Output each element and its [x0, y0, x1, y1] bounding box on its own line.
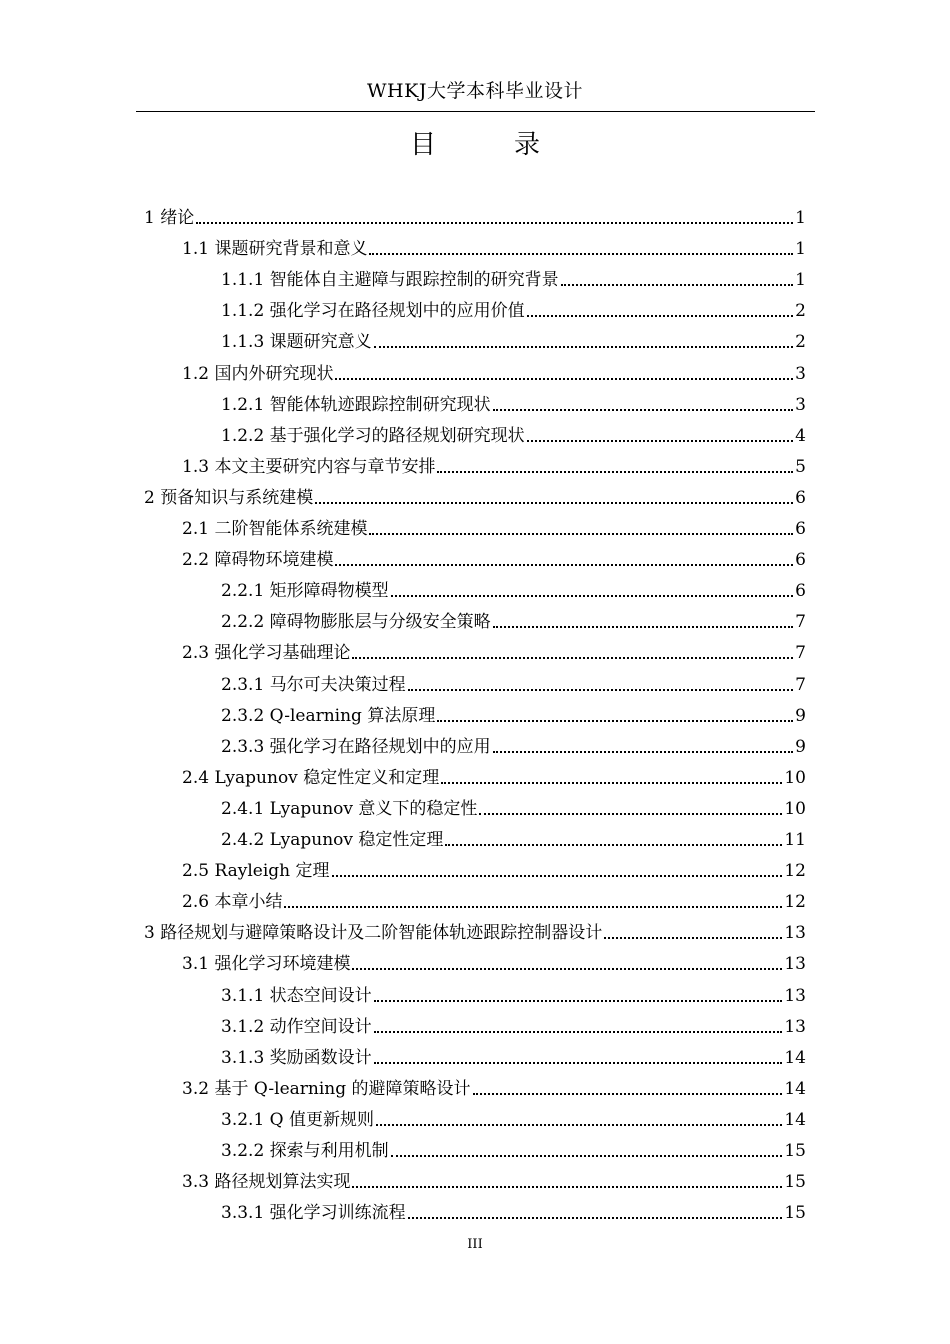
toc-entry-title: 3.2 基于 Q-learning 的避障策略设计 — [182, 1078, 471, 1099]
toc-entry-title: 2.3 强化学习基础理论 — [182, 643, 351, 664]
toc-entry-title: 1.1 课题研究背景和意义 — [182, 239, 368, 260]
dot-leader — [335, 378, 793, 380]
toc-entry-page: 2 — [795, 301, 806, 322]
toc-entry-page: 15 — [784, 1203, 806, 1224]
toc-entry-title: 2.5 Rayleigh 定理 — [182, 861, 330, 882]
toc-entry-page: 1 — [795, 270, 806, 291]
dot-leader — [493, 409, 794, 411]
dot-leader — [473, 1093, 783, 1095]
toc-entry-title: 3.2.2 探索与利用机制 — [221, 1141, 389, 1161]
toc-entry[interactable] — [221, 694, 806, 725]
dot-leader — [369, 253, 793, 255]
dot-leader — [441, 782, 782, 784]
dot-leader — [408, 1217, 783, 1219]
toc-entry[interactable] — [182, 352, 806, 383]
toc-title: 目 录 — [409, 130, 566, 160]
toc-entry-title: 2.3.3 强化学习在路径规划中的应用 — [221, 736, 491, 757]
dot-leader — [196, 222, 793, 224]
page-number: III — [467, 1237, 483, 1252]
toc-entry-page: 10 — [784, 767, 806, 788]
toc-entry-page: 4 — [795, 425, 806, 446]
toc-entry-title: 1 绪论 — [144, 208, 195, 228]
toc-entry-title: 1.1.3 课题研究意义 — [221, 332, 372, 353]
toc-entry[interactable] — [182, 1067, 806, 1098]
toc-entry[interactable] — [221, 1129, 806, 1160]
running-header: WHKJ大学本科毕业设计 — [367, 80, 583, 102]
toc-entry-title: 1.2.2 基于强化学习的路径规划研究现状 — [221, 425, 525, 446]
toc-entry-title: 2.6 本章小结 — [182, 892, 283, 913]
dot-leader — [374, 1031, 783, 1033]
dot-leader — [352, 1186, 782, 1188]
dot-leader — [391, 595, 794, 597]
toc-entry-title: 3.1.2 动作空间设计 — [221, 1016, 372, 1037]
toc-entry-title: 3.1.1 状态空间设计 — [221, 985, 372, 1006]
toc-entry-page: 3 — [795, 394, 806, 415]
toc-entry-page: 7 — [795, 612, 806, 633]
dot-leader — [527, 440, 794, 442]
toc-entry[interactable] — [144, 911, 806, 942]
toc-entry[interactable] — [221, 725, 806, 756]
dot-leader — [284, 906, 782, 908]
toc-entry[interactable] — [221, 569, 806, 600]
toc-entry-page: 13 — [784, 1016, 806, 1037]
toc-entry-page: 15 — [784, 1141, 806, 1161]
toc-entry[interactable] — [144, 196, 806, 227]
toc-entry-title: 1.3 本文主要研究内容与章节安排 — [182, 456, 436, 477]
toc-entry[interactable] — [221, 663, 806, 694]
dot-leader — [352, 968, 782, 970]
dot-leader — [352, 657, 793, 659]
toc-entry-page: 12 — [784, 892, 806, 913]
toc-entry-page: 7 — [795, 643, 806, 664]
dot-leader — [376, 1124, 782, 1126]
toc-entry-page: 1 — [795, 239, 806, 260]
toc-entry-title: 3.2.1 Q 值更新规则 — [221, 1109, 374, 1130]
toc-entry[interactable] — [144, 476, 806, 507]
toc-entry-title: 1.2.1 智能体轨迹跟踪控制研究现状 — [221, 394, 491, 415]
toc-entry[interactable] — [182, 1160, 806, 1191]
toc-entry-page: 5 — [795, 456, 806, 477]
toc-entry[interactable] — [221, 383, 806, 414]
toc-entry-title: 1.1.2 强化学习在路径规划中的应用价值 — [221, 301, 525, 322]
dot-leader — [604, 937, 782, 939]
toc-entry-page: 13 — [784, 923, 806, 944]
toc-entry-page: 7 — [795, 674, 806, 695]
toc-entry-title: 2.2.2 障碍物膨胀层与分级安全策略 — [221, 612, 491, 633]
toc-entry[interactable] — [221, 818, 806, 849]
toc-entry-title: 3.1.3 奖励函数设计 — [221, 1047, 372, 1068]
toc-entry-page: 6 — [795, 519, 806, 539]
toc-entry-page: 13 — [784, 985, 806, 1006]
toc-entry[interactable] — [182, 538, 806, 569]
toc-entry[interactable] — [182, 507, 806, 538]
dot-leader — [437, 471, 793, 473]
toc-entry-page: 13 — [784, 954, 806, 975]
toc-entry-title: 2.1 二阶智能体系统建模 — [182, 519, 368, 539]
toc-entry[interactable] — [221, 414, 806, 445]
toc-entry-page: 14 — [784, 1078, 806, 1099]
toc-entry-page: 10 — [784, 798, 806, 819]
dot-leader — [369, 533, 793, 535]
toc-entry[interactable] — [221, 1036, 806, 1067]
toc-entry-page: 6 — [795, 550, 806, 571]
toc-entry-page: 12 — [784, 861, 806, 882]
toc-entry[interactable] — [221, 787, 806, 818]
dot-leader — [374, 346, 794, 348]
toc-entry-title: 3.3 路径规划算法实现 — [182, 1172, 351, 1193]
dot-leader — [437, 720, 793, 722]
toc-entry-page: 6 — [795, 581, 806, 602]
dot-leader — [493, 626, 794, 628]
toc-entry[interactable] — [182, 227, 806, 258]
toc-entry[interactable] — [221, 600, 806, 631]
dot-leader — [335, 564, 793, 566]
toc-entry[interactable] — [221, 974, 806, 1005]
toc-entry[interactable] — [221, 289, 806, 320]
toc-entry-page: 3 — [795, 363, 806, 384]
dot-leader — [332, 875, 783, 877]
toc-entry-title: 1.2 国内外研究现状 — [182, 363, 334, 384]
dot-leader — [391, 1155, 783, 1157]
toc-entry[interactable] — [182, 880, 806, 911]
dot-leader — [445, 844, 782, 846]
toc-entry[interactable] — [221, 1005, 806, 1036]
toc-entry-title: 2.2 障碍物环境建模 — [182, 550, 334, 571]
toc-entry-page: 9 — [795, 705, 806, 726]
toc-entry-page: 9 — [795, 736, 806, 757]
toc-entry-page: 15 — [784, 1172, 806, 1193]
toc-entry-page: 2 — [795, 332, 806, 353]
dot-leader — [315, 502, 793, 504]
toc-entry-title: 2.3.2 Q-learning 算法原理 — [221, 705, 436, 726]
toc-entry-page: 11 — [784, 830, 806, 850]
toc-entry-title: 3.3.1 强化学习训练流程 — [221, 1203, 406, 1224]
dot-leader — [527, 315, 794, 317]
toc-entry[interactable] — [182, 942, 806, 973]
dot-leader — [561, 284, 794, 286]
toc-entry-page: 14 — [784, 1109, 806, 1130]
header-divider — [136, 111, 815, 112]
toc-entry-title: 2.2.1 矩形障碍物模型 — [221, 581, 389, 602]
toc-entry-title: 3 路径规划与避障策略设计及二阶智能体轨迹跟踪控制器设计 — [144, 923, 603, 944]
toc-entry[interactable] — [221, 1098, 806, 1129]
toc-entry-title: 2.4 Lyapunov 稳定性定义和定理 — [182, 767, 440, 788]
toc-entry-page: 1 — [795, 208, 806, 228]
toc-entry[interactable] — [182, 445, 806, 476]
toc-entry[interactable] — [221, 258, 806, 289]
dot-leader — [493, 751, 794, 753]
toc-entry-page: 6 — [795, 487, 806, 508]
toc-entry[interactable] — [221, 320, 806, 351]
toc-entry[interactable] — [182, 756, 806, 787]
toc-entry-title: 2 预备知识与系统建模 — [144, 487, 314, 508]
toc-entry-title: 2.4.1 Lyapunov 意义下的稳定性 — [221, 798, 478, 819]
toc-entry-title: 3.1 强化学习环境建模 — [182, 954, 351, 975]
toc-entry[interactable] — [182, 849, 806, 880]
dot-leader — [374, 1062, 783, 1064]
toc-entry-title: 1.1.1 智能体自主避障与跟踪控制的研究背景 — [221, 270, 559, 291]
toc-entry[interactable] — [182, 631, 806, 662]
toc-entry-title: 2.3.1 马尔可夫决策过程 — [221, 674, 406, 695]
toc-entry-title: 2.4.2 Lyapunov 稳定性定理 — [221, 830, 444, 850]
dot-leader — [374, 1000, 783, 1002]
dot-leader — [479, 813, 782, 815]
toc-entry-page: 14 — [784, 1047, 806, 1068]
toc-entry[interactable] — [221, 1191, 806, 1222]
dot-leader — [408, 689, 794, 691]
